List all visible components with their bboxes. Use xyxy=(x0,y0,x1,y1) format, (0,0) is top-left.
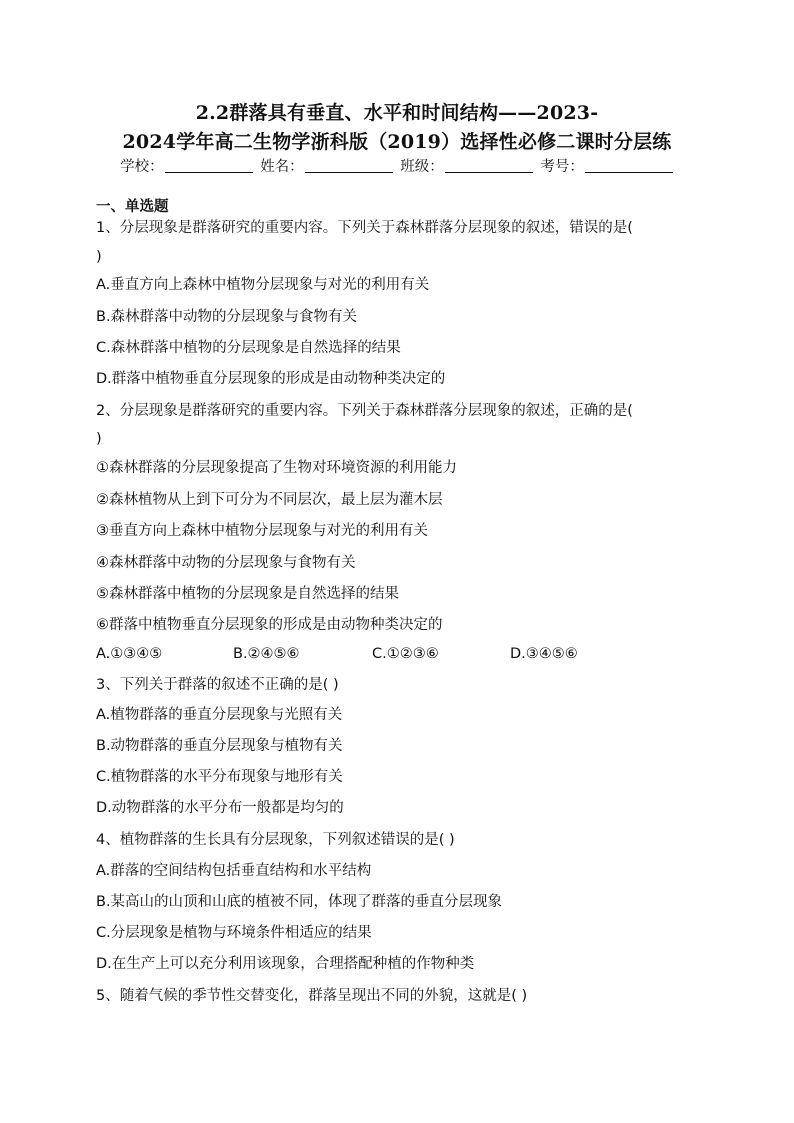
section-title: 一、单选题 xyxy=(96,199,169,215)
class-blank xyxy=(445,158,533,173)
q2-stem-line2: ) xyxy=(96,431,102,447)
q2-choice-d: D.③④⑤⑥ xyxy=(510,646,578,662)
q3-stem: 3、下列关于群落的叙述不正确的是( ) xyxy=(96,677,339,693)
q1-option-d: D.群落中植物垂直分层现象的形成是由动物种类决定的 xyxy=(96,371,446,387)
q3-option-c: C.植物群落的水平分布现象与地形有关 xyxy=(96,769,343,785)
document-title-line1: 2.2群落具有垂直、水平和时间结构——2023- xyxy=(195,102,599,124)
q4-option-a: A.群落的空间结构包括垂直结构和水平结构 xyxy=(96,863,372,879)
q2-statement-2: ②森林植物从上到下可分为不同层次，最上层为灌木层 xyxy=(96,492,443,508)
q2-statement-5: ⑤森林群落中植物的分层现象是自然选择的结果 xyxy=(96,586,399,602)
q2-statement-4: ④森林群落中动物的分层现象与食物有关 xyxy=(96,555,356,571)
q3-option-a: A.植物群落的垂直分层现象与光照有关 xyxy=(96,707,343,723)
student-info-line xyxy=(0,155,794,176)
exam-no-blank xyxy=(585,158,673,173)
q4-option-c: C.分层现象是植物与环境条件相适应的结果 xyxy=(96,925,372,941)
school-label: 学校： xyxy=(120,159,164,175)
q5-stem: 5、随着气候的季节性交替变化，群落呈现出不同的外貌，这就是( ) xyxy=(96,988,528,1004)
document-title-line2: 2024学年高二生物学浙科版（2019）选择性必修二课时分层练 xyxy=(122,131,672,153)
q3-option-d: D.动物群落的水平分布一般都是均匀的 xyxy=(96,800,344,816)
q2-statement-6: ⑥群落中植物垂直分层现象的形成是由动物种类决定的 xyxy=(96,617,443,633)
q3-option-b: B.动物群落的垂直分层现象与植物有关 xyxy=(96,738,343,754)
q4-option-b: B.某高山的山顶和山底的植被不同，体现了群落的垂直分层现象 xyxy=(96,894,503,910)
q1-stem-line2: ) xyxy=(96,249,102,265)
q1-option-c: C.森林群落中植物的分层现象是自然选择的结果 xyxy=(96,340,401,356)
q1-stem-line1: 1、分层现象是群落研究的重要内容。下列关于森林群落分层现象的叙述，错误的是( xyxy=(96,220,633,236)
q4-stem: 4、植物群落的生长具有分层现象，下列叙述错误的是( ) xyxy=(96,832,455,848)
q1-option-b: B.森林群落中动物的分层现象与食物有关 xyxy=(96,309,358,325)
name-blank xyxy=(305,158,393,173)
school-blank xyxy=(165,158,253,173)
q1-option-a: A.垂直方向上森林中植物分层现象与对光的利用有关 xyxy=(96,277,430,293)
exam-no-label: 考号： xyxy=(540,159,584,175)
q2-choice-c: C.①②③⑥ xyxy=(372,646,439,662)
class-label: 班级： xyxy=(400,159,444,175)
name-label: 姓名： xyxy=(260,159,304,175)
q2-stem-line1: 2、分层现象是群落研究的重要内容。下列关于森林群落分层现象的叙述，正确的是( xyxy=(96,403,633,419)
q4-option-d: D.在生产上可以充分利用该现象，合理搭配种植的作物种类 xyxy=(96,956,475,972)
q2-choice-a: A.①③④⑤ xyxy=(96,646,163,662)
q2-statement-1: ①森林群落的分层现象提高了生物对环境资源的利用能力 xyxy=(96,460,457,476)
q2-choice-b: B.②④⑤⑥ xyxy=(233,646,300,662)
q2-statement-3: ③垂直方向上森林中植物分层现象与对光的利用有关 xyxy=(96,523,428,539)
